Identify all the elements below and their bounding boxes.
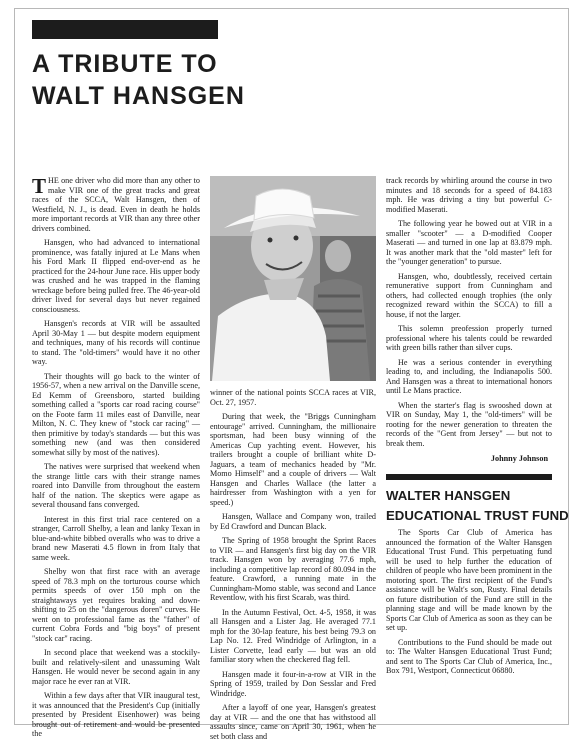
- article-paragraph: The Spring of 1958 brought the Sprint Races to VIR — and Hansgen's first big day on the VIR track. Hansgen won by averaging 77.6 mph, including a competitive lap record of 80.094 in the feature. Crawford, a running mate in the Cunningham-Momo stable, was second and Lance Reventlow, with his first Scarab, was third.: [210, 536, 376, 602]
- trust-fund-text: [386, 528, 552, 681]
- article-paragraph: Their thoughts will go back to the winter of 1956-57, when a new arrival on the Danville scene, Ed Kemm of Greensboro, started building something called a "sports car road racing course" on the Foote farm 11 miles east of Danville, near Milton, N. C. They knew of "stock car racing" — then primitive by today's standards — but this was something new (and was then considered somewhat silly by most of the natives).: [32, 371, 200, 457]
- article-title: [32, 48, 252, 112]
- article-title-line2: WALT HANSGEN: [32, 82, 245, 110]
- article-column-2: [210, 388, 376, 746]
- portrait-photo-icon: [210, 176, 376, 381]
- article-column-1: [32, 176, 200, 744]
- article-paragraph: Hansgen made it four-in-a-row at VIR in the Spring of 1959, trailed by Don Sesslar and Fred Windridge.: [210, 669, 376, 698]
- article-paragraph: Hansgen, Wallace and Company won, trailed by Ed Crawford and Duncan Black.: [210, 512, 376, 531]
- article-paragraph: When the starter's flag is swooshed down at VIR on Sunday, May 1, the "old-timers" will be rooting for the newer generation to threaten the records of the "Gent from Jersey" — but not to break them.: [386, 400, 552, 448]
- article-paragraph: After a layoff of one year, Hansgen's greatest day at VIR — and the one that has withstood all assaults since, came on April 30, 1961, when he set both class and: [210, 703, 376, 741]
- article-paragraph: Hansgen, who, doubtlessly, received certain remunerative support from Cunningham and others, had collected enough trophies (the only recognized reward within the SCCA) to fill a house, if not the larger.: [386, 271, 552, 319]
- article-paragraph: Within a few days after that VIR inaugural test, it was announced that the President's Cup (initially presented by President Eisenhower) was being brought out of retirement and would be presented the: [32, 691, 200, 738]
- sidebar-paragraph: Contributions to the Fund should be made out to: The Walter Hansgen Educational Trust Fund; and sent to The Sports Car Club of America, Inc., Box 791, Westport, Connecticut 06880.: [386, 637, 552, 675]
- article-paragraph: Interest in this first trial race centered on a stranger, Carroll Shelby, a lean and lanky Texan in blue-and-white bibbed overalls who was to drive a brand new Maserati 4.5 flown in from Italy that same week.: [32, 514, 200, 562]
- sidebar-title-line2: EDUCATIONAL TRUST FUND: [386, 508, 569, 523]
- article-paragraph: winner of the national points SCCA races at VIR, Oct. 27, 1957.: [210, 388, 376, 407]
- article-paragraph: He was a serious contender in everything leading to, and including, the Indianapolis 500. And Hansgen was a threat to international honors until Le Mans practice.: [386, 357, 552, 395]
- article-paragraph: The natives were surprised that weekend when the strange little cars with their strange names roared into Danville from throughout the eastern half of the nation. The skeptics were agape as several thousand fans converged.: [32, 462, 200, 509]
- sidebar-title: [386, 486, 569, 526]
- article-paragraph: In the Autumn Festival, Oct. 4-5, 1958, it was all Hansgen and a Lister Jag. He averaged 77.1 mph for the 30-lap feature, his best being 79.3 on Lap No. 12. Fred Windridge of Arlington, in a Lister Corvette, lead early — but was an old familiar story when the checkered flag fell.: [210, 607, 376, 664]
- article-paragraph: Hansgen's records at VIR will be assaulted April 30-May 1 — but despite modern equipment and techniques, many of his records will continue to stand. The "old-timers" would have it no other way.: [32, 319, 200, 366]
- sidebar-title-line1: WALTER HANSGEN: [386, 488, 511, 503]
- article-paragraph: Shelby won that first race with an average speed of 78.3 mph on the torturous course which permits speeds of over 150 mph on the straightaways yet requires braking and down-shifting to 25 on the "dangerous doren" curves. He went on to professional fame as the "father" of current Cobra Fords and "big boys" of present "stock car" racing.: [32, 567, 200, 643]
- article-paragraph: track records by whirling around the course in two minutes and 18 seconds for a speed of 84.183 mph. He was driving a tiny but powerful C-modified Maserati.: [386, 176, 552, 214]
- author-signature: Johnny Johnson: [490, 454, 548, 463]
- article-paragraph: In second place that weekend was a stockily-built and relatively-silent and unassuming Walt Hansgen. He would never be second again in any major race he ever ran at VIR.: [32, 648, 200, 686]
- article-paragraph: This solemn preofession properly turned professional where his talents could be rewarded with green bills rather than silver cups.: [386, 324, 552, 352]
- article-paragraph: The following year he bowed out at VIR in a smaller "scooter" — a D-modified Cooper Maserati — and turned in one lap at 83.879 mph. It was another mark that the "old master" left for the "younger generation" to pursue.: [386, 219, 552, 266]
- sidebar-rule: [386, 474, 552, 480]
- article-paragraph: Hansgen, who had advanced to international prominence, was fatally injured at Le Mans when his Ford Mark II flipped end-over-end as he practiced for the 24-hour June race. His upper body was crushed and he was trapped in the flaming wreckage before being pulled free. The 46-year-old driver lived for several days but never regained consciousness.: [32, 238, 200, 314]
- article-paragraph: During that week, the "Briggs Cunningham entourage" arrived. Cunningham, the millionaire sportsman, had been busy winning of the Americas Cup yachting event. However, his trailers brought a couple of brilliant white D-Jaguars, a team of mechanics headed by "Mr. Momo Himself" and a couple of drivers — Walt Hansgen and Charles Wallace (the latter a hairdresser from Washington with a yen for speed.): [210, 412, 376, 507]
- article-column-3: [386, 176, 552, 464]
- sidebar-paragraph: The Sports Car Club of America has announced the formation of the Walter Hansgen Educational Trust Fund. This perpetuating fund will be used to help further the education of children of people who have been prominent in the motoring sport. The first recipient of the Fund's assistance will be Walt's son, Rusty. Final details on future distribution of the Fund are still in the planning stage and will be made known by the Sports Car Club of America as soon as they can be set up.: [386, 528, 552, 632]
- driver-portrait-photo: [210, 176, 376, 381]
- article-title-line1: A TRIBUTE TO: [32, 50, 218, 78]
- title-bar: [32, 20, 218, 39]
- article-paragraph: THE one driver who did more than any other to make VIR one of the great tracks and great races of the SCCA, Walt Hansgen, then of Westfield, N. J., is dead. Even in death he holds more important records at VIR than any three other drivers combined.: [32, 174, 200, 233]
